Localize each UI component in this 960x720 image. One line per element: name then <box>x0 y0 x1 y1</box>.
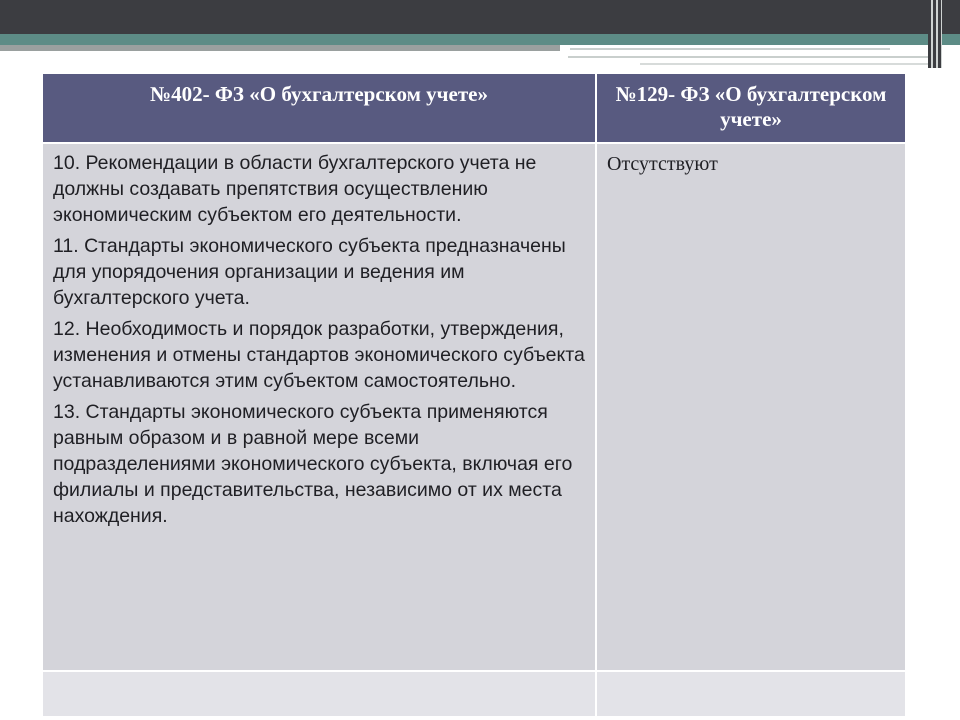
list-item: 13. Стандарты экономического субъекта применяются равным образом и в равной мере всеми подразделениями экономического субъекта, включая его филиалы и представительства, независимо от их места нахождения. <box>53 401 573 527</box>
absent-text: Отсутствуют <box>607 153 718 175</box>
table-header-row <box>42 73 906 143</box>
list-item: 11. Стандарты экономического субъекта предназначены для упорядочения организации и ведения им бухгалтерского учета. <box>53 235 566 309</box>
list-item: 10. Рекомендации в области бухгалтерского учета не должны создавать препятствия осуществлению экономическим субъектом его деятельности. <box>53 152 537 226</box>
empty-cell <box>42 671 596 717</box>
comparison-table <box>41 72 907 718</box>
header-law-402: №402- ФЗ «О бухгалтерском учете» <box>42 73 596 143</box>
teal-decor-band <box>0 34 960 45</box>
decor-stripes <box>928 0 942 68</box>
law-129-cell <box>596 143 906 671</box>
table-row <box>42 143 906 671</box>
list-item: 12. Необходимость и порядок разработки, утверждения, изменения и отмены стандартов экономического субъекта устанавливаются этим субъектом самостоятельно. <box>53 318 585 392</box>
header-law-129: №129- ФЗ «О бухгалтерском учете» <box>596 73 906 143</box>
law-402-cell <box>42 143 596 671</box>
empty-cell <box>596 671 906 717</box>
table-row-empty <box>42 671 906 717</box>
top-decor-bar <box>0 0 960 34</box>
decor-line <box>640 63 940 65</box>
grey-decor-wedge <box>0 45 560 51</box>
decor-line <box>568 56 940 58</box>
decor-line <box>570 48 890 50</box>
